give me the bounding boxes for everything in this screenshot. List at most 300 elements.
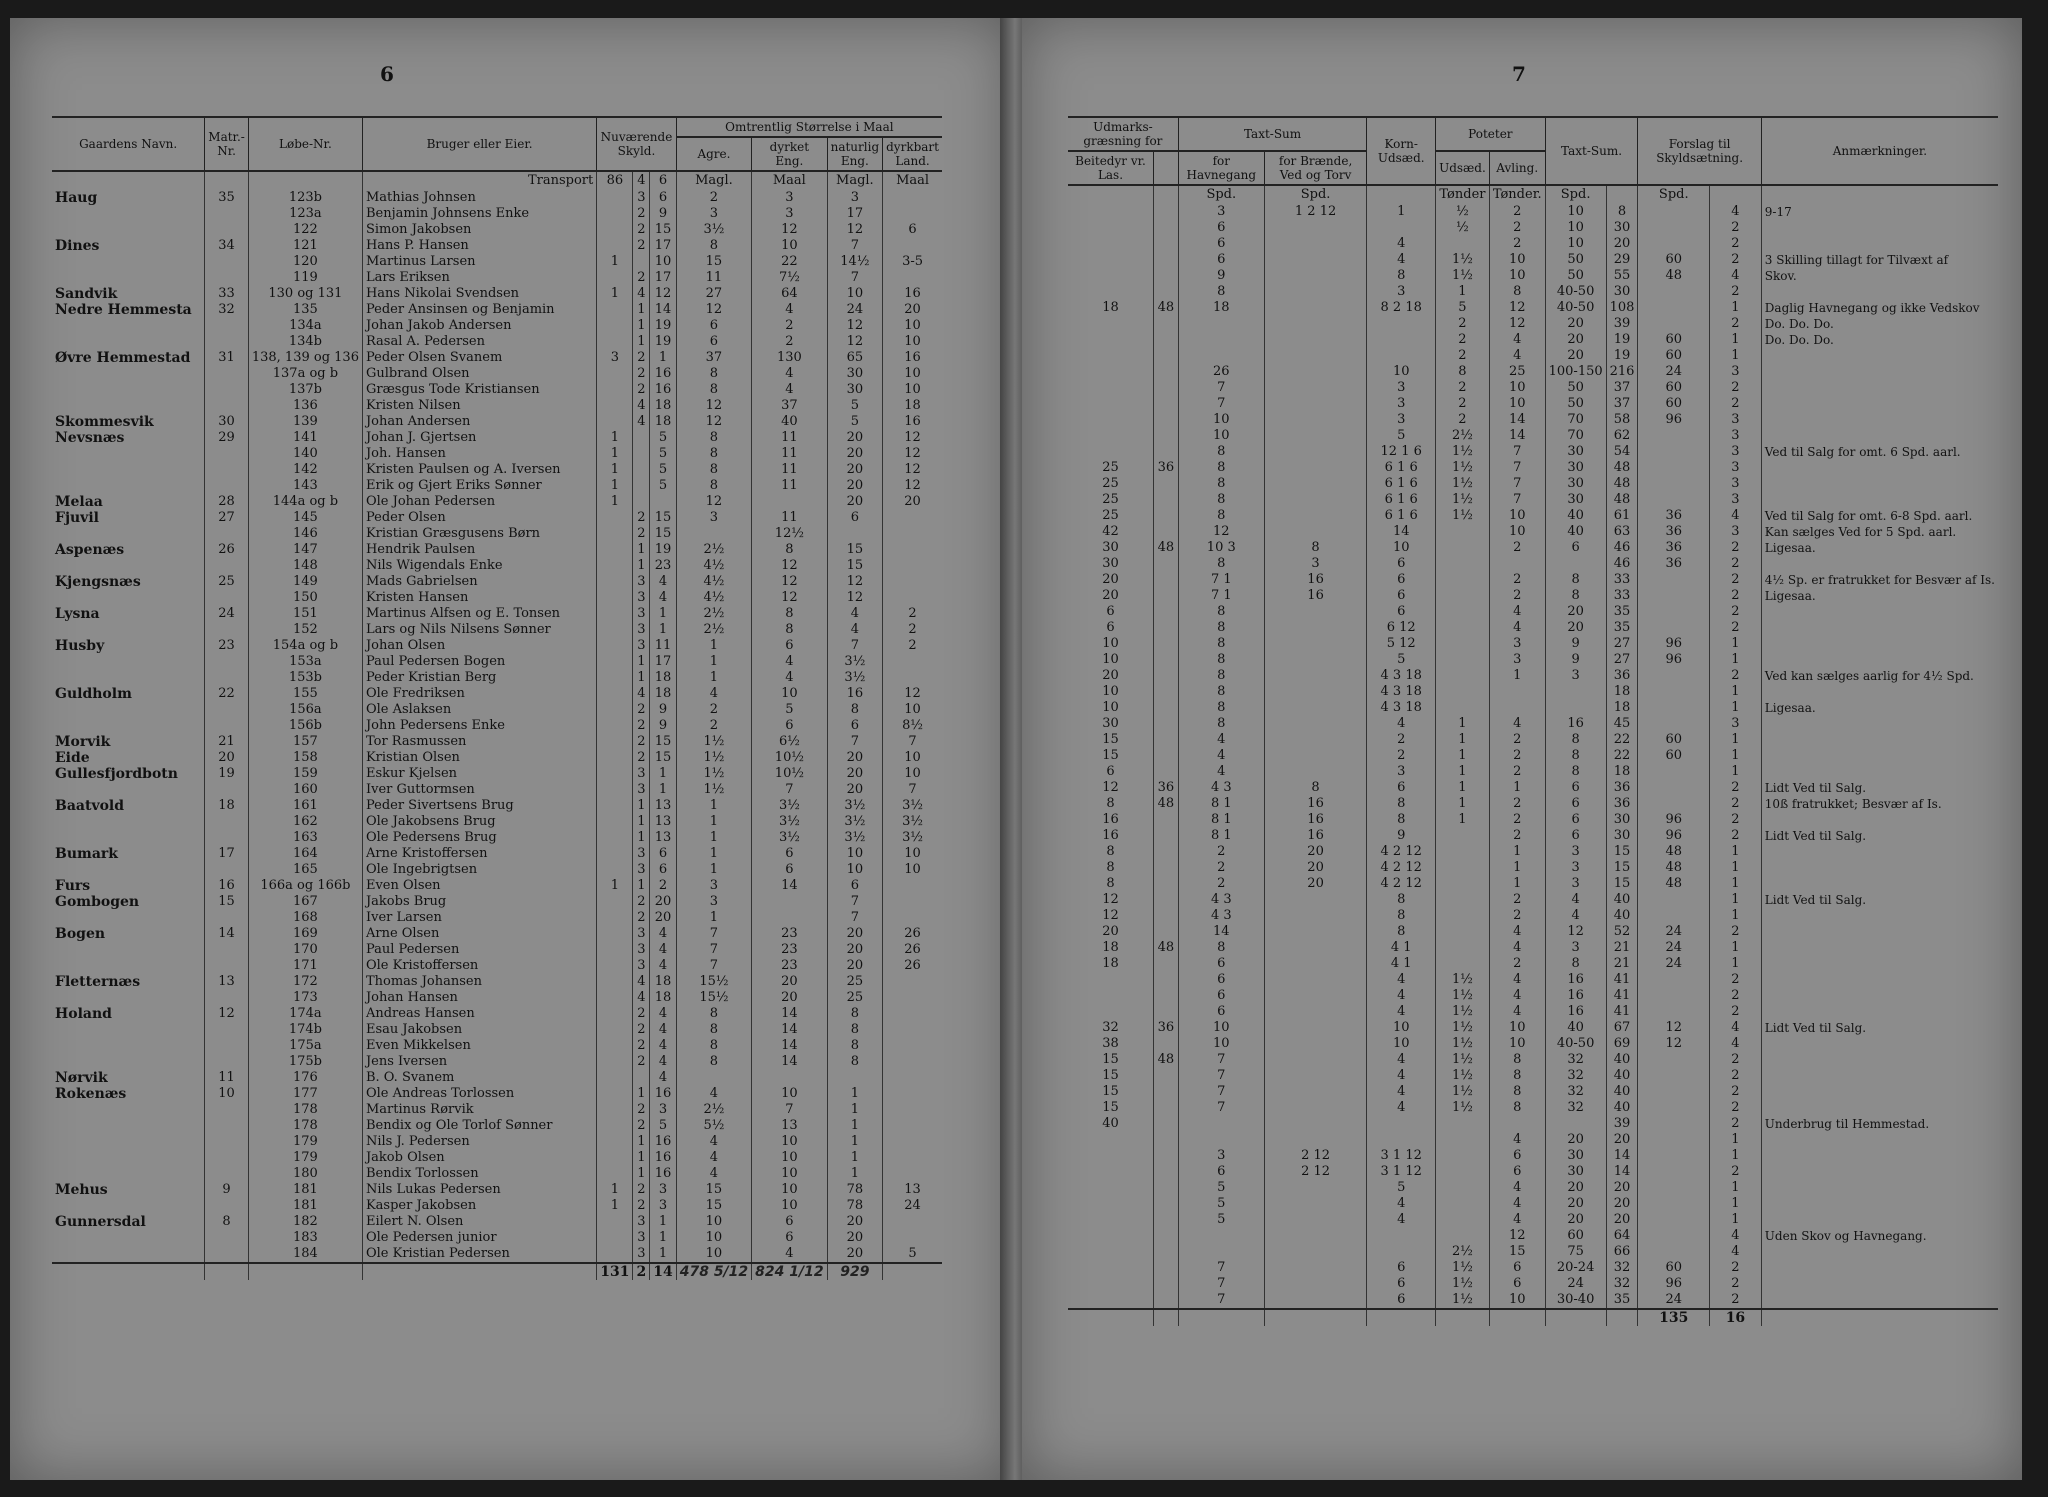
- cell-d: 2: [633, 366, 650, 382]
- cell-tax-sum-b: 66: [1606, 1244, 1638, 1260]
- cell-owner: Ole Kristoffersen: [362, 958, 596, 974]
- cell-matr-nr: 24: [205, 606, 249, 622]
- cell-potato-sowing: 1½: [1436, 1052, 1490, 1068]
- ledger-row: [1068, 412, 1998, 428]
- cell-nat: 78: [827, 1182, 883, 1198]
- cell-farm-name: [52, 318, 205, 334]
- cell-firewood: [1264, 956, 1367, 972]
- cell-agre: 3: [676, 894, 751, 910]
- cell-remark: Ved til Salg for omt. 6 Spd. aarl.: [1761, 444, 1998, 460]
- cell-potato-sowing: [1436, 652, 1490, 668]
- cell-farm-name: [52, 1022, 205, 1038]
- cell-tax-sum-a: 3: [1545, 668, 1606, 684]
- ledger-row: [1068, 1084, 1998, 1100]
- cell-proposal-sk: 1: [1710, 684, 1762, 700]
- cell-potato-sowing: [1436, 956, 1490, 972]
- cell-agre: 1: [676, 910, 751, 926]
- cell-d: [633, 446, 650, 462]
- cell-agre: 8: [676, 1038, 751, 1054]
- ledger-row: [1068, 220, 1998, 236]
- cell-remark: [1761, 860, 1998, 876]
- cell-land: [883, 670, 942, 686]
- cell-sk: 19: [650, 542, 676, 558]
- cell-agre: 15½: [676, 974, 751, 990]
- cell-remark: [1761, 636, 1998, 652]
- cell-firewood: [1264, 924, 1367, 940]
- cell-proposal-sk: 3: [1710, 492, 1762, 508]
- cell-d: 1: [633, 798, 650, 814]
- cell-potato-sowing: 1½: [1436, 1100, 1490, 1116]
- cell-potato-yield: 4: [1489, 1212, 1545, 1228]
- cell-sk: 1: [650, 606, 676, 622]
- cell-cattle: 8: [1106, 796, 1115, 811]
- cell-sheep: [1153, 316, 1178, 332]
- cell-cattle: [1068, 1164, 1153, 1180]
- cell-land: 10: [883, 334, 942, 350]
- cell-farm-name: [52, 1230, 205, 1246]
- cell-potato-sowing: [1436, 828, 1490, 844]
- cell-farm-name: [52, 590, 205, 606]
- cell-cattle: [1068, 220, 1153, 236]
- left-total-row: [52, 1263, 942, 1280]
- cell-remark: [1761, 364, 1998, 380]
- cell-eng: 4: [752, 302, 827, 318]
- cell-farm-name: [52, 446, 205, 462]
- cell-lobe-nr: 163: [248, 830, 362, 846]
- cell-matr-nr: [205, 1134, 249, 1150]
- cell-pasture: 12: [1178, 524, 1264, 540]
- cell-firewood: 20: [1264, 844, 1367, 860]
- cell-tax-sum-b: 67: [1606, 1020, 1638, 1036]
- cell-potato-yield: 14: [1489, 412, 1545, 428]
- cell-proposal-spd: 36: [1638, 556, 1710, 572]
- cell-grain-sowing: 4: [1367, 1084, 1436, 1100]
- cell-remark: [1761, 764, 1998, 780]
- cell-pasture: 8: [1178, 684, 1264, 700]
- ledger-row: [52, 830, 942, 846]
- ledger-row: [52, 958, 942, 974]
- cell-potato-sowing: [1436, 924, 1490, 940]
- cell-sk: 4: [650, 926, 676, 942]
- cell-farm-name: Husby: [55, 638, 105, 654]
- cell-sheep: [1153, 508, 1178, 524]
- cell-cattle: 30: [1102, 556, 1119, 571]
- cell-sheep: [1153, 364, 1178, 380]
- cell-lobe-nr: 121: [248, 238, 362, 254]
- cell-spd: [597, 1246, 633, 1263]
- cell-sk: 18: [650, 974, 676, 990]
- cell-matr-nr: [205, 590, 249, 606]
- cell-spd: [597, 574, 633, 590]
- cell-cattle: 20: [1102, 924, 1119, 939]
- cell-sk: 15: [650, 510, 676, 526]
- cell-tax-sum-a: 20: [1545, 1196, 1606, 1212]
- cell-land: 3½: [883, 830, 942, 846]
- cell-remark: 4½ Sp. er fratrukket for Besvær af Is.: [1761, 572, 1998, 588]
- cell-eng: 11: [752, 478, 827, 494]
- cell-agre: 3: [676, 510, 751, 526]
- cell-spd: [597, 222, 633, 238]
- cell-tax-sum-a: 10: [1545, 204, 1606, 220]
- cell-potato-yield: 2: [1489, 892, 1545, 908]
- cell-tax-sum-a: 20: [1545, 316, 1606, 332]
- cell-sk: 5: [650, 462, 676, 478]
- cell-proposal-spd: 96: [1638, 812, 1710, 828]
- cell-lobe-nr: 164: [248, 846, 362, 862]
- cell-tax-sum-a: 20: [1545, 1180, 1606, 1196]
- cell-d: [633, 478, 650, 494]
- cell-lobe-nr: 178: [248, 1118, 362, 1134]
- ledger-row: [52, 670, 942, 686]
- cell-land: [883, 1150, 942, 1166]
- cell-remark: [1761, 716, 1998, 732]
- cell-potato-yield: 6: [1489, 1164, 1545, 1180]
- cell-firewood: 8: [1264, 540, 1367, 556]
- cell-potato-yield: 10: [1489, 252, 1545, 268]
- cell-sk: 1: [650, 782, 676, 798]
- cell-pasture: 4 3: [1178, 908, 1264, 924]
- cell-grain-sowing: 4: [1367, 988, 1436, 1004]
- ledger-row: [1068, 588, 1998, 604]
- cell-pasture: [1178, 1228, 1264, 1244]
- cell-sheep: [1153, 1260, 1178, 1276]
- cell-d: 2: [633, 734, 650, 750]
- cell-cattle: 10: [1102, 636, 1119, 651]
- cell-potato-yield: 10: [1489, 396, 1545, 412]
- cell-sheep: [1153, 252, 1178, 268]
- cell-potato-yield: 2: [1489, 956, 1545, 972]
- cell-potato-yield: 8: [1489, 1068, 1545, 1084]
- cell-agre: 3: [676, 878, 751, 894]
- ledger-row: [52, 414, 942, 430]
- cell-matr-nr: [205, 830, 249, 846]
- cell-owner: Gulbrand Olsen: [362, 366, 596, 382]
- cell-agre: 15: [676, 1198, 751, 1214]
- cell-proposal-sk: 1: [1710, 908, 1762, 924]
- cell-proposal-spd: [1638, 204, 1710, 220]
- transport-agre: Magl.: [676, 171, 751, 190]
- cell-tax-sum-b: 40: [1606, 1084, 1638, 1100]
- cell-d: 2: [633, 1022, 650, 1038]
- cell-land: 10: [883, 846, 942, 862]
- cell-pasture: 10: [1178, 1036, 1264, 1052]
- cell-sheep: [1153, 348, 1178, 364]
- cell-lobe-nr: 120: [248, 254, 362, 270]
- cell-tax-sum-b: 39: [1606, 1116, 1638, 1132]
- cell-potato-yield: 2: [1489, 764, 1545, 780]
- cell-grain-sowing: 6: [1367, 604, 1436, 620]
- cell-spd: 1: [597, 286, 633, 302]
- cell-land: 10: [883, 702, 942, 718]
- cell-remark: Kan sælges Ved for 5 Spd. aarl.: [1761, 524, 1998, 540]
- cell-agre: 2½: [676, 542, 751, 558]
- ledger-row: [52, 478, 942, 494]
- cell-remark: [1761, 732, 1998, 748]
- cell-proposal-spd: [1638, 220, 1710, 236]
- cell-eng: 7½: [752, 270, 827, 286]
- cell-nat: 20: [827, 766, 883, 782]
- cell-owner: Kristen Paulsen og A. Iversen: [362, 462, 596, 478]
- cell-farm-name: [52, 910, 205, 926]
- cell-sheep: [1153, 476, 1178, 492]
- cell-nat: 10: [827, 846, 883, 862]
- header-user-owner: Bruger eller Eier.: [362, 117, 596, 171]
- cell-matr-nr: 21: [205, 734, 249, 750]
- ledger-row: [1068, 876, 1998, 892]
- cell-potato-sowing: 1: [1436, 812, 1490, 828]
- cell-sheep: [1153, 684, 1178, 700]
- ledger-row: [1068, 1132, 1998, 1148]
- header-fields: Agre.: [676, 137, 751, 171]
- ledger-row: [1068, 620, 1998, 636]
- cell-land: 12: [883, 446, 942, 462]
- cell-grain-sowing: 6: [1367, 588, 1436, 604]
- cell-matr-nr: [205, 1166, 249, 1182]
- cell-grain-sowing: [1367, 1228, 1436, 1244]
- cell-owner: Hans Nikolai Svendsen: [362, 286, 596, 302]
- cell-proposal-spd: [1638, 1100, 1710, 1116]
- cell-remark: [1761, 972, 1998, 988]
- cell-potato-sowing: [1436, 524, 1490, 540]
- cell-proposal-sk: 1: [1710, 748, 1762, 764]
- cell-proposal-spd: 24: [1638, 1292, 1710, 1309]
- cell-potato-yield: 2: [1489, 572, 1545, 588]
- cell-pasture: 4: [1178, 732, 1264, 748]
- cell-land: 26: [883, 958, 942, 974]
- cell-matr-nr: 13: [205, 974, 249, 990]
- cell-grain-sowing: 4 2 12: [1367, 876, 1436, 892]
- cell-potato-sowing: 1: [1436, 284, 1490, 300]
- cell-lobe-nr: 143: [248, 478, 362, 494]
- cell-spd: [597, 542, 633, 558]
- cell-pasture: 7: [1178, 1068, 1264, 1084]
- cell-firewood: [1264, 892, 1367, 908]
- cell-tax-sum-a: 50: [1545, 252, 1606, 268]
- page-number-left: 6: [380, 62, 394, 86]
- ledger-row: [52, 782, 942, 798]
- cell-spd: [597, 622, 633, 638]
- cell-proposal-spd: 48: [1638, 268, 1710, 284]
- cell-nat: 15: [827, 558, 883, 574]
- cell-cattle: 20: [1102, 668, 1119, 683]
- transport-label: Transport: [362, 171, 596, 190]
- cell-d: 2: [633, 222, 650, 238]
- ledger-row: [52, 510, 942, 526]
- cell-matr-nr: 33: [205, 286, 249, 302]
- ledger-row: [52, 926, 942, 942]
- cell-sheep: [1153, 236, 1178, 252]
- cell-land: 10: [883, 382, 942, 398]
- ledger-row: [52, 350, 942, 366]
- cell-cattle: 18: [1102, 300, 1119, 315]
- cell-matr-nr: 35: [205, 190, 249, 206]
- ledger-row: [52, 254, 942, 270]
- cell-firewood: [1264, 508, 1367, 524]
- cell-remark: Uden Skov og Havnegang.: [1761, 1228, 1998, 1244]
- cell-farm-name: Dines: [55, 238, 100, 254]
- cell-lobe-nr: 145: [248, 510, 362, 526]
- cell-sheep: [1153, 1228, 1178, 1244]
- cell-nat: 20: [827, 958, 883, 974]
- cell-proposal-sk: 2: [1710, 1164, 1762, 1180]
- cell-sk: 4: [650, 1038, 676, 1054]
- cell-matr-nr: [205, 382, 249, 398]
- cell-owner: Paul Pedersen: [362, 942, 596, 958]
- cell-potato-yield: 4: [1489, 620, 1545, 636]
- cell-firewood: [1264, 700, 1367, 716]
- cell-matr-nr: [205, 814, 249, 830]
- cell-lobe-nr: 182: [248, 1214, 362, 1230]
- cell-eng: [752, 1070, 827, 1086]
- cell-lobe-nr: 156b: [248, 718, 362, 734]
- cell-remark: [1761, 1148, 1998, 1164]
- cell-tax-sum-a: 30: [1545, 460, 1606, 476]
- cell-firewood: [1264, 1084, 1367, 1100]
- header-lobe-nr: Løbe-Nr.: [248, 117, 362, 171]
- cell-proposal-sk: 1: [1710, 956, 1762, 972]
- cell-pasture: 2: [1178, 876, 1264, 892]
- cell-proposal-sk: 4: [1710, 204, 1762, 220]
- cell-tax-sum-a: 75: [1545, 1244, 1606, 1260]
- cell-lobe-nr: 162: [248, 814, 362, 830]
- ledger-row: [1068, 476, 1998, 492]
- cell-tax-sum-a: 40: [1545, 508, 1606, 524]
- cell-d: 3: [633, 606, 650, 622]
- cell-remark: 9-17: [1761, 204, 1998, 220]
- cell-spd: [597, 606, 633, 622]
- cell-land: [883, 974, 942, 990]
- ledger-row: [1068, 668, 1998, 684]
- cell-pasture: 10 3: [1178, 540, 1264, 556]
- cell-cattle: 32: [1102, 1020, 1119, 1035]
- cell-land: 10: [883, 750, 942, 766]
- cell-remark: [1761, 1052, 1998, 1068]
- cell-farm-name: [52, 814, 205, 830]
- cell-nat: 6: [827, 878, 883, 894]
- cell-pasture: 4: [1178, 748, 1264, 764]
- header-farm-name: Gaardens Navn.: [52, 117, 205, 171]
- cell-farm-name: Gullesfjordbotn: [55, 766, 178, 782]
- cell-eng: 4: [752, 654, 827, 670]
- unit-spd-pasture: Spd.: [1178, 185, 1264, 204]
- cell-potato-yield: 7: [1489, 460, 1545, 476]
- cell-owner: Hendrik Paulsen: [362, 542, 596, 558]
- cell-grain-sowing: 1: [1367, 204, 1436, 220]
- cell-remark: Ved til Salg for omt. 6-8 Spd. aarl.: [1761, 508, 1998, 524]
- cell-proposal-spd: [1638, 764, 1710, 780]
- cell-tax-sum-a: 6: [1545, 796, 1606, 812]
- cell-proposal-sk: 1: [1710, 1148, 1762, 1164]
- cell-sheep: [1153, 1292, 1178, 1309]
- cell-agre: 4: [676, 1150, 751, 1166]
- ledger-row: [1068, 364, 1998, 380]
- cell-grain-sowing: [1367, 220, 1436, 236]
- cell-d: 1: [633, 1134, 650, 1150]
- cell-d: 1: [633, 654, 650, 670]
- cell-agre: 12: [676, 302, 751, 318]
- cell-farm-name: Mehus: [55, 1182, 108, 1198]
- cell-eng: 3½: [752, 830, 827, 846]
- cell-firewood: [1264, 1292, 1367, 1309]
- cell-firewood: [1264, 1180, 1367, 1196]
- cell-sheep: [1153, 1132, 1178, 1148]
- cell-sheep: [1153, 220, 1178, 236]
- ledger-row: [1068, 732, 1998, 748]
- cell-agre: 4½: [676, 558, 751, 574]
- cell-owner: Martinus Larsen: [362, 254, 596, 270]
- ledger-row: [1068, 1116, 1998, 1132]
- cell-owner: Nils J. Pedersen: [362, 1134, 596, 1150]
- cell-potato-yield: 2: [1489, 220, 1545, 236]
- cell-land: 5: [883, 1246, 942, 1263]
- cell-sheep: [1153, 860, 1178, 876]
- cell-matr-nr: 22: [205, 686, 249, 702]
- cell-owner: Rasal A. Pedersen: [362, 334, 596, 350]
- cell-agre: 2½: [676, 606, 751, 622]
- ledger-row: [52, 318, 942, 334]
- cell-pasture: 5: [1178, 1180, 1264, 1196]
- cell-d: [633, 254, 650, 270]
- cell-owner: Martinus Alfsen og E. Tonsen: [362, 606, 596, 622]
- cell-cattle: 15: [1102, 748, 1119, 763]
- cell-tax-sum-a: 3: [1545, 940, 1606, 956]
- cell-cattle: 20: [1102, 572, 1119, 587]
- cell-remark: 10ß fratrukket; Besvær af Is.: [1761, 796, 1998, 812]
- cell-sheep: [1153, 668, 1178, 684]
- cell-owner: Kristen Nilsen: [362, 398, 596, 414]
- cell-tax-sum-b: 35: [1606, 604, 1638, 620]
- cell-owner: Even Mikkelsen: [362, 1038, 596, 1054]
- cell-potato-yield: 2: [1489, 236, 1545, 252]
- cell-pasture: 9: [1178, 268, 1264, 284]
- cell-grain-sowing: 10: [1367, 1036, 1436, 1052]
- cell-firewood: [1264, 1100, 1367, 1116]
- cell-proposal-sk: 1: [1710, 940, 1762, 956]
- cell-tax-sum-b: 8: [1606, 204, 1638, 220]
- ledger-row: [52, 606, 942, 622]
- cell-d: [633, 430, 650, 446]
- ledger-row: [52, 862, 942, 878]
- cell-spd: [597, 414, 633, 430]
- cell-lobe-nr: 146: [248, 526, 362, 542]
- cell-farm-name: Holand: [55, 1006, 112, 1022]
- cell-spd: 1: [597, 878, 633, 894]
- cell-matr-nr: 34: [205, 238, 249, 254]
- cell-owner: Paul Pedersen Bogen: [362, 654, 596, 670]
- cell-firewood: [1264, 492, 1367, 508]
- cell-proposal-spd: 48: [1638, 876, 1710, 892]
- cell-firewood: [1264, 1260, 1367, 1276]
- cell-spd: [597, 1086, 633, 1102]
- cell-spd: [597, 1022, 633, 1038]
- cell-proposal-spd: [1638, 1180, 1710, 1196]
- cell-potato-sowing: 1½: [1436, 1004, 1490, 1020]
- cell-tax-sum-b: 62: [1606, 428, 1638, 444]
- cell-lobe-nr: 153b: [248, 670, 362, 686]
- cell-nat: 1: [827, 1102, 883, 1118]
- cell-eng: [752, 910, 827, 926]
- cell-proposal-sk: 2: [1710, 812, 1762, 828]
- cell-proposal-sk: 2: [1710, 380, 1762, 396]
- cell-matr-nr: 27: [205, 510, 249, 526]
- cell-sheep: [1153, 412, 1178, 428]
- cell-potato-sowing: 2½: [1436, 428, 1490, 444]
- cell-grain-sowing: 4 3 18: [1367, 684, 1436, 700]
- cell-tax-sum-b: 108: [1606, 300, 1638, 316]
- cell-farm-name: [52, 462, 205, 478]
- cell-pasture: 8: [1178, 492, 1264, 508]
- cell-nat: 20: [827, 446, 883, 462]
